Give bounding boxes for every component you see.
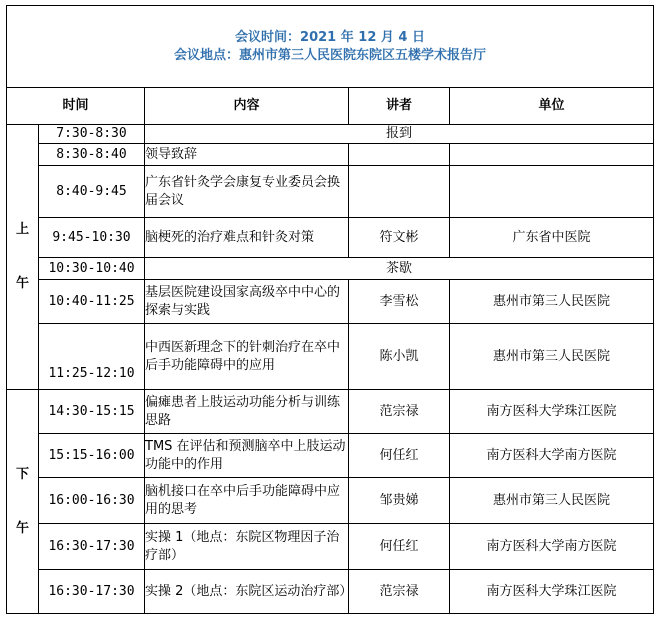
row-content: 领导致辞 (145, 144, 349, 166)
table-row (7, 524, 654, 570)
row-unit (450, 166, 654, 218)
column-header-row (7, 88, 654, 125)
row-unit: 南方医科大学南方医院 (450, 434, 654, 478)
column-header-unit: 单位 (450, 88, 654, 125)
table-row (7, 144, 654, 166)
meeting-time: 会议时间：2021 年 12 月 4 日 (235, 29, 425, 45)
column-header-content: 内容 (145, 88, 349, 125)
table-row (7, 258, 654, 280)
row-speaker: 范宗禄 (349, 570, 450, 614)
row-time: 15:15-16:00 (39, 434, 145, 478)
table-row (7, 570, 654, 614)
row-speaker: 陈小凯 (349, 324, 450, 390)
row-speaker: 邹贵娣 (349, 478, 450, 524)
row-content: 报到 (145, 125, 654, 144)
row-time: 10:40-11:25 (39, 280, 145, 324)
row-speaker (349, 166, 450, 218)
row-time: 11:25-12:10 (39, 324, 145, 390)
row-unit: 惠州市第三人民医院 (450, 280, 654, 324)
row-speaker (349, 144, 450, 166)
period-afternoon: 下 午 (7, 390, 39, 614)
row-content: 实操 2（地点：东院区运动治疗部） (145, 570, 349, 614)
row-time: 10:30-10:40 (39, 258, 145, 280)
row-speaker: 符文彬 (349, 218, 450, 258)
row-content: 广东省针灸学会康复专业委员会换届会议 (145, 166, 349, 218)
row-content: 茶歇 (145, 258, 654, 280)
meeting-header (7, 6, 654, 88)
table-row (7, 434, 654, 478)
column-header-time: 时间 (7, 88, 145, 125)
table-row (7, 280, 654, 324)
table-row (7, 324, 654, 390)
period-morning: 上 午 (7, 125, 39, 390)
row-time: 14:30-15:15 (39, 390, 145, 434)
row-unit: 惠州市第三人民医院 (450, 324, 654, 390)
table-row (7, 218, 654, 258)
table-row (7, 125, 654, 144)
row-unit (450, 144, 654, 166)
agenda-sheet (6, 5, 653, 625)
row-time: 16:30-17:30 (39, 524, 145, 570)
row-content: 脑机接口在卒中后手功能障碍中应用的思考 (145, 478, 349, 524)
row-time: 16:30-17:30 (39, 570, 145, 614)
row-unit: 南方医科大学珠江医院 (450, 390, 654, 434)
row-time: 8:30-8:40 (39, 144, 145, 166)
row-speaker: 何任红 (349, 524, 450, 570)
row-time: 16:00-16:30 (39, 478, 145, 524)
row-unit: 广东省中医院 (450, 218, 654, 258)
row-time: 8:40-9:45 (39, 166, 145, 218)
row-content: 实操 1（地点：东院区物理因子治疗部） (145, 524, 349, 570)
row-time: 9:45-10:30 (39, 218, 145, 258)
row-content: TMS 在评估和预测脑卒中上肢运动功能中的作用 (145, 434, 349, 478)
row-content: 脑梗死的治疗难点和针灸对策 (145, 218, 349, 258)
column-header-speaker: 讲者 (349, 88, 450, 125)
row-unit: 惠州市第三人民医院 (450, 478, 654, 524)
meeting-place: 会议地点：惠州市第三人民医院东院区五楼学术报告厅 (174, 47, 487, 63)
row-speaker: 李雪松 (349, 280, 450, 324)
row-time: 7:30-8:30 (39, 125, 145, 144)
row-content: 中西医新理念下的针刺治疗在卒中后手功能障碍中的应用 (145, 324, 349, 390)
table-row (7, 166, 654, 218)
table-row (7, 478, 654, 524)
agenda-table (6, 5, 654, 614)
row-content: 偏瘫患者上肢运动功能分析与训练思路 (145, 390, 349, 434)
row-unit: 南方医科大学南方医院 (450, 524, 654, 570)
row-unit: 南方医科大学珠江医院 (450, 570, 654, 614)
row-speaker: 范宗禄 (349, 390, 450, 434)
row-content: 基层医院建设国家高级卒中中心的探索与实践 (145, 280, 349, 324)
table-row (7, 390, 654, 434)
row-speaker: 何任红 (349, 434, 450, 478)
